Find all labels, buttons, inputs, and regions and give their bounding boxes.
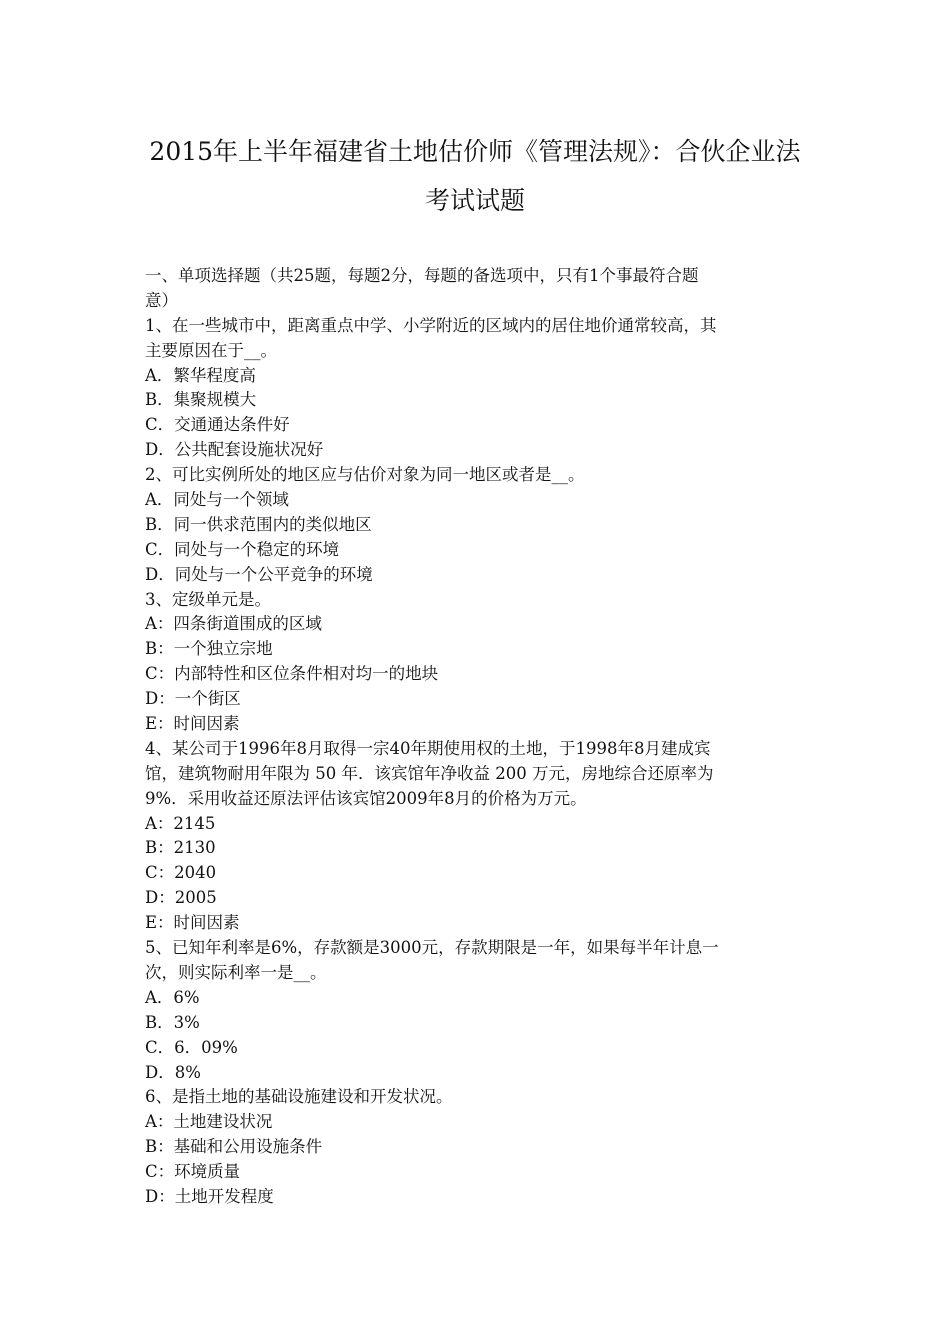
question-6-option-b: B：基础和公用设施条件: [145, 1137, 323, 1157]
question-5-option-c: C．6．09%: [145, 1037, 238, 1057]
question-3-option-e: E：时间因素: [145, 714, 240, 734]
question-3-option-a: A：四条街道围成的区域: [145, 614, 322, 634]
question-5-option-a: A．6%: [145, 987, 200, 1007]
question-1-text-continued: 主要原因在于__。: [145, 340, 277, 360]
question-3-option-b: B：一个独立宗地: [145, 639, 273, 659]
question-5-text-continued: 次，则实际利率一是__。: [145, 962, 327, 982]
question-4-option-a: A：2145: [145, 813, 216, 833]
question-2-option-b: B．同一供求范围内的类似地区: [145, 514, 372, 534]
question-5-option-b: B．3%: [145, 1012, 200, 1032]
question-1-option-d: D．公共配套设施状况好: [145, 440, 324, 460]
question-6-text: 6、是指土地的基础设施建设和开发状况。: [145, 1087, 453, 1107]
question-1-option-a: A．繁华程度高: [145, 365, 256, 385]
question-3-option-d: D：一个街区: [145, 689, 241, 709]
question-5-option-d: D．8%: [145, 1062, 201, 1082]
document-title-line-2: 考试试题: [424, 186, 525, 215]
document-title-line-1: 2015年上半年福建省土地估价师《管理法规》：合伙企业法: [149, 137, 801, 166]
question-4-option-d: D：2005: [145, 888, 217, 908]
question-2-text: 2、可比实例所处的地区应与估价对象为同一地区或者是__。: [145, 465, 585, 485]
question-4-text: 4、某公司于1996年8月取得一宗40年期使用权的土地，于1998年8月建成宾: [145, 738, 711, 758]
question-4-option-b: B：2130: [145, 838, 216, 858]
section-heading: 一、单项选择题（共25题，每题2分，每题的备选项中，只有1个事最符合题: [145, 266, 699, 285]
question-2-option-c: C．同处与一个稳定的环境: [145, 539, 340, 559]
question-1-text: 1、在一些城市中，距离重点中学、小学附近的区域内的居住地价通常较高，其: [145, 315, 717, 335]
question-2-option-d: D．同处与一个公平竞争的环境: [145, 564, 373, 584]
question-1-option-b: B．集聚规模大: [145, 390, 257, 410]
question-4-text-continued: 馆，建筑物耐用年限为 50 年．该宾馆年净收益 200 万元，房地综合还原率为: [145, 763, 714, 783]
question-3-text: 3、定级单元是。: [145, 589, 271, 609]
question-3-option-c: C：内部特性和区位条件相对均一的地块: [145, 664, 439, 684]
question-4-text-continued-2: 9%．采用收益还原法评估该宾馆2009年8月的价格为万元。: [145, 788, 587, 808]
question-6-option-a: A：土地建设状况: [145, 1112, 273, 1132]
question-4-option-e: E：时间因素: [145, 913, 240, 933]
question-5-text: 5、已知年利率是6%，存款额是3000元，存款期限是一年，如果每半年计息一: [145, 938, 719, 958]
document-body: [145, 264, 807, 1210]
question-6-option-d: D：土地开发程度: [145, 1186, 274, 1206]
question-4-option-c: C：2040: [145, 863, 217, 883]
question-2-option-a: A．同处与一个领域: [145, 490, 289, 510]
section-heading-continued: 意）: [145, 290, 178, 310]
question-1-option-c: C．交通通达条件好: [145, 415, 290, 435]
question-6-option-c: C：环境质量: [145, 1162, 241, 1182]
